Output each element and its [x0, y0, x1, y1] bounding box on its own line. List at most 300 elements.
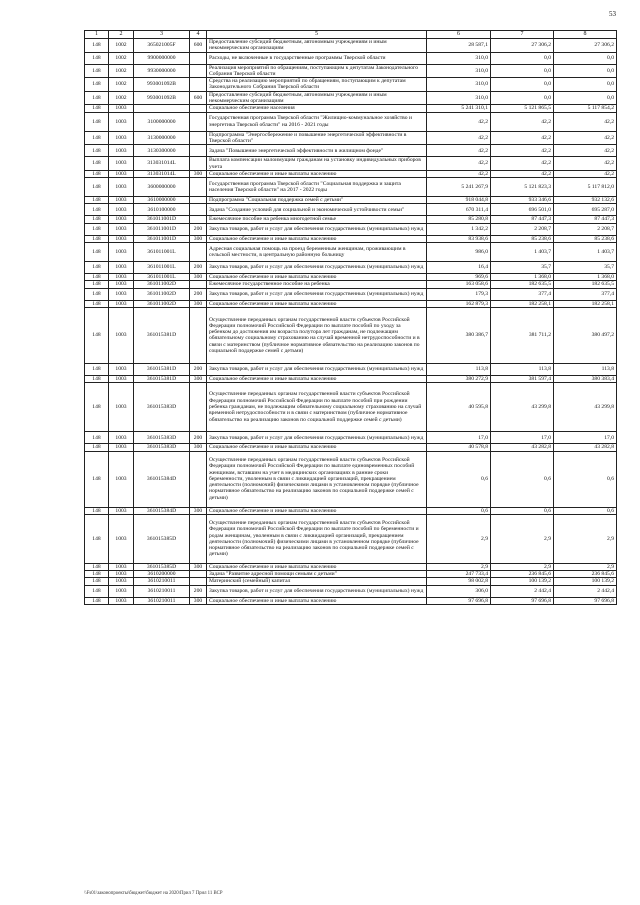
column-header: 8: [554, 31, 617, 39]
amount-2021-cell: 182 258,1: [491, 300, 554, 307]
table-body: [85, 31, 617, 605]
ministry-code-cell: 148: [85, 204, 109, 216]
amount-2020-cell: 380 386,7: [427, 307, 491, 363]
amount-2022-cell: 0,0: [554, 52, 617, 64]
amount-2020-cell: 2,9: [427, 514, 491, 563]
description-cell: Задача "Повышение энергетической эффективности в жилищном фонде": [207, 145, 427, 157]
ministry-code-cell: 148: [85, 78, 109, 92]
expense-type-cell: 200: [190, 223, 207, 235]
description-cell: Закупка товаров, работ и услуг для обеспечения государственных (муниципальных) нужд: [207, 288, 427, 300]
description-cell: Предоставление субсидий бюджетным, автономным учреждениям и иным некоммерческим организациям: [207, 39, 427, 53]
amount-2022-cell: 17,0: [554, 432, 617, 444]
ministry-code-cell: 148: [85, 597, 109, 604]
table-row: [85, 281, 617, 288]
amount-2021-cell: 2 442,4: [491, 585, 554, 597]
amount-2022-cell: 1 403,7: [554, 243, 617, 262]
amount-2020-cell: 42,2: [427, 157, 491, 171]
ministry-code-cell: 148: [85, 39, 109, 53]
table-row: [85, 52, 617, 64]
expense-type-cell: [190, 243, 207, 262]
amount-2020-cell: 42,2: [427, 145, 491, 157]
expense-type-cell: [190, 64, 207, 78]
amount-2021-cell: 381 597,4: [491, 375, 554, 382]
description-cell: Социальное обеспечение и иные выплаты населению: [207, 563, 427, 570]
section-code-cell: 1003: [109, 375, 134, 382]
amount-2020-cell: 0,6: [427, 451, 491, 507]
expense-type-cell: 200: [190, 585, 207, 597]
target-article-cell: 9930000000: [134, 64, 190, 78]
amount-2020-cell: 40 595,8: [427, 383, 491, 432]
amount-2022-cell: 5 117 812,0: [554, 178, 617, 197]
description-cell: Осуществление переданных органам государственной власти субъектов Российской Федерации полномочий Российской Федерации по выплате пособий по беременности и родам женщинам, уволенным в связи с ликвидацией организаций, прекращением деятельности (полномочий) физическими лицами в установленном порядке (публичное нормативное обязательство на реализацию законов по социальной поддержке семей с детьми): [207, 514, 427, 563]
amount-2021-cell: 43 282,8: [491, 444, 554, 451]
amount-2020-cell: 42,2: [427, 170, 491, 177]
expense-type-cell: [190, 145, 207, 157]
amount-2022-cell: 182 258,1: [554, 300, 617, 307]
target-article-cell: 361015385D: [134, 514, 190, 563]
section-code-cell: 1003: [109, 274, 134, 281]
amount-2022-cell: 2,9: [554, 514, 617, 563]
amount-2022-cell: 5 117 854,2: [554, 105, 617, 112]
target-article-cell: 361015381D: [134, 363, 190, 375]
table-row: [85, 307, 617, 363]
amount-2021-cell: 1 368,0: [491, 274, 554, 281]
ministry-code-cell: 148: [85, 262, 109, 274]
description-cell: Закупка товаров, работ и услуг для обеспечения государственных (муниципальных) нужд: [207, 432, 427, 444]
expense-type-cell: [190, 131, 207, 145]
description-cell: Государственная программа Тверской области "Социальная поддержка и защита населения Тверской области" на 2017 - 2022 годы: [207, 178, 427, 197]
table-row: [85, 597, 617, 604]
expense-type-cell: [190, 514, 207, 563]
amount-2020-cell: 97 696,8: [427, 597, 491, 604]
target-article-cell: 361011002D: [134, 288, 190, 300]
table-row: [85, 451, 617, 507]
target-article-cell: 361015384D: [134, 451, 190, 507]
amount-2021-cell: 0,6: [491, 507, 554, 514]
amount-2020-cell: 1 342,2: [427, 223, 491, 235]
table-row: [85, 444, 617, 451]
amount-2022-cell: 380 497,2: [554, 307, 617, 363]
expense-type-cell: [190, 571, 207, 578]
expense-type-cell: [190, 307, 207, 363]
description-cell: Социальное обеспечение и иные выплаты населению: [207, 375, 427, 382]
amount-2021-cell: 5 121 823,3: [491, 178, 554, 197]
amount-2022-cell: 377,4: [554, 288, 617, 300]
amount-2021-cell: 0,0: [491, 64, 554, 78]
amount-2022-cell: 43 282,8: [554, 444, 617, 451]
amount-2022-cell: 0,0: [554, 64, 617, 78]
amount-2022-cell: 42,2: [554, 112, 617, 131]
amount-2022-cell: 182 635,5: [554, 281, 617, 288]
amount-2021-cell: 113,8: [491, 363, 554, 375]
table-row: [85, 243, 617, 262]
amount-2022-cell: 236 845,6: [554, 571, 617, 578]
description-cell: Социальное обеспечение и иные выплаты населению: [207, 444, 427, 451]
amount-2020-cell: 83 938,6: [427, 235, 491, 242]
description-cell: Реализация мероприятий по обращениям, поступающим к депутатам Законодательного Собрания Тверской области: [207, 64, 427, 78]
table-row: [85, 145, 617, 157]
table-row: [85, 288, 617, 300]
ministry-code-cell: 148: [85, 507, 109, 514]
ministry-code-cell: 148: [85, 363, 109, 375]
section-code-cell: 1003: [109, 223, 134, 235]
amount-2021-cell: 27 306,2: [491, 39, 554, 53]
target-article-cell: 361011001D: [134, 223, 190, 235]
expense-type-cell: [190, 383, 207, 432]
amount-2021-cell: 42,2: [491, 157, 554, 171]
ministry-code-cell: 148: [85, 216, 109, 223]
amount-2022-cell: 42,2: [554, 131, 617, 145]
target-article-cell: 361011001L: [134, 262, 190, 274]
amount-2020-cell: 310,0: [427, 52, 491, 64]
amount-2020-cell: 5 241 310,1: [427, 105, 491, 112]
section-code-cell: 1003: [109, 243, 134, 262]
description-cell: Закупка товаров, работ и услуг для обеспечения государственных (муниципальных) нужд: [207, 585, 427, 597]
ministry-code-cell: 148: [85, 383, 109, 432]
amount-2022-cell: 932 132,6: [554, 197, 617, 204]
section-code-cell: 1003: [109, 204, 134, 216]
amount-2021-cell: 933 346,6: [491, 197, 554, 204]
table-row: [85, 105, 617, 112]
section-code-cell: 1003: [109, 216, 134, 223]
target-article-cell: 361011002D: [134, 281, 190, 288]
expense-type-cell: 200: [190, 262, 207, 274]
table-row: [85, 197, 617, 204]
description-cell: Социальное обеспечение и иные выплаты населению: [207, 274, 427, 281]
section-code-cell: 1003: [109, 145, 134, 157]
column-header: 7: [491, 31, 554, 39]
amount-2020-cell: 16,4: [427, 262, 491, 274]
section-code-cell: 1002: [109, 39, 134, 53]
ministry-code-cell: 148: [85, 585, 109, 597]
page-number: 53: [609, 10, 616, 18]
description-cell: Расходы, не включенные в государственные программы Тверской области: [207, 52, 427, 64]
description-cell: Адресная социальная помощь на проезд беременным женщинам, проживающим в сельской местности, в центральную районную больницу: [207, 243, 427, 262]
ministry-code-cell: 148: [85, 157, 109, 171]
section-code-cell: 1003: [109, 432, 134, 444]
table-row: [85, 78, 617, 92]
description-cell: Государственная программа Тверской области "Жилищно-коммунальное хозяйство и энергетика Тверской области" на 2016 - 2021 годы: [207, 112, 427, 131]
amount-2021-cell: 2 208,7: [491, 223, 554, 235]
target-article-cell: 361011001L: [134, 274, 190, 281]
table-row: [85, 571, 617, 578]
amount-2022-cell: 97 696,8: [554, 597, 617, 604]
table-row: [85, 585, 617, 597]
target-article-cell: 361015383D: [134, 383, 190, 432]
amount-2022-cell: 0,6: [554, 507, 617, 514]
amount-2020-cell: 5 241 267,9: [427, 178, 491, 197]
target-article-cell: 313031014L: [134, 170, 190, 177]
table-row: [85, 514, 617, 563]
amount-2021-cell: 42,2: [491, 112, 554, 131]
ministry-code-cell: 148: [85, 578, 109, 585]
table-row: [85, 578, 617, 585]
amount-2020-cell: 247 733,4: [427, 571, 491, 578]
amount-2020-cell: 42,2: [427, 131, 491, 145]
section-code-cell: 1003: [109, 105, 134, 112]
amount-2022-cell: 0,6: [554, 451, 617, 507]
ministry-code-cell: 148: [85, 105, 109, 112]
section-code-cell: 1003: [109, 597, 134, 604]
amount-2022-cell: 2,9: [554, 563, 617, 570]
target-article-cell: 361015381D: [134, 307, 190, 363]
amount-2020-cell: 310,0: [427, 91, 491, 105]
table-row: [85, 363, 617, 375]
section-code-cell: 1003: [109, 514, 134, 563]
section-code-cell: 1003: [109, 262, 134, 274]
ministry-code-cell: 148: [85, 571, 109, 578]
description-cell: Социальное обеспечение и иные выплаты населению: [207, 507, 427, 514]
amount-2022-cell: 380 383,4: [554, 375, 617, 382]
target-article-cell: 3610210011: [134, 597, 190, 604]
amount-2022-cell: 42,2: [554, 145, 617, 157]
target-article-cell: 3130300000: [134, 145, 190, 157]
description-cell: Закупка товаров, работ и услуг для обеспечения государственных (муниципальных) нужд: [207, 223, 427, 235]
ministry-code-cell: 148: [85, 274, 109, 281]
target-article-cell: 361015383D: [134, 432, 190, 444]
amount-2020-cell: 310,0: [427, 78, 491, 92]
ministry-code-cell: 148: [85, 514, 109, 563]
ministry-code-cell: 148: [85, 563, 109, 570]
amount-2022-cell: 43 299,8: [554, 383, 617, 432]
section-code-cell: 1003: [109, 444, 134, 451]
expense-type-cell: 300: [190, 507, 207, 514]
amount-2021-cell: 42,2: [491, 131, 554, 145]
target-article-cell: 361015381D: [134, 375, 190, 382]
description-cell: Социальное обеспечение и иные выплаты населению: [207, 170, 427, 177]
expense-type-cell: [190, 105, 207, 112]
expense-type-cell: 300: [190, 444, 207, 451]
section-code-cell: 1003: [109, 281, 134, 288]
amount-2022-cell: 2 442,4: [554, 585, 617, 597]
amount-2021-cell: 35,7: [491, 262, 554, 274]
header-row: [85, 31, 617, 39]
target-article-cell: 9900000000: [134, 52, 190, 64]
target-article-cell: [134, 105, 190, 112]
amount-2020-cell: 113,8: [427, 363, 491, 375]
expense-type-cell: [190, 52, 207, 64]
ministry-code-cell: 148: [85, 52, 109, 64]
section-code-cell: 1003: [109, 178, 134, 197]
section-code-cell: 1003: [109, 363, 134, 375]
amount-2021-cell: 5 121 865,5: [491, 105, 554, 112]
table-row: [85, 375, 617, 382]
amount-2020-cell: 2,9: [427, 563, 491, 570]
amount-2021-cell: 0,0: [491, 52, 554, 64]
target-article-cell: 3610210011: [134, 578, 190, 585]
ministry-code-cell: 148: [85, 281, 109, 288]
ministry-code-cell: 148: [85, 300, 109, 307]
ministry-code-cell: 148: [85, 178, 109, 197]
description-cell: Социальное обеспечение и иные выплаты населению: [207, 235, 427, 242]
amount-2020-cell: 380 272,9: [427, 375, 491, 382]
amount-2022-cell: 42,2: [554, 157, 617, 171]
table-row: [85, 262, 617, 274]
target-article-cell: 993001092B: [134, 91, 190, 105]
amount-2020-cell: 969,6: [427, 274, 491, 281]
table-row: [85, 300, 617, 307]
amount-2020-cell: 98 002,8: [427, 578, 491, 585]
section-code-cell: 1003: [109, 383, 134, 432]
target-article-cell: 361011001D: [134, 216, 190, 223]
section-code-cell: 1003: [109, 131, 134, 145]
description-cell: Выплата компенсации малоимущим гражданам на установку индивидуальных приборов учета: [207, 157, 427, 171]
section-code-cell: 1003: [109, 170, 134, 177]
description-cell: Подпрограмма "Социальная поддержка семей с детьми": [207, 197, 427, 204]
expense-type-cell: [190, 204, 207, 216]
column-header: 3: [134, 31, 190, 39]
table-row: [85, 507, 617, 514]
section-code-cell: 1003: [109, 571, 134, 578]
amount-2022-cell: 100 139,2: [554, 578, 617, 585]
amount-2021-cell: 696 501,0: [491, 204, 554, 216]
ministry-code-cell: 148: [85, 223, 109, 235]
column-header: 1: [85, 31, 109, 39]
amount-2021-cell: 2,9: [491, 563, 554, 570]
description-cell: Ежемесячное государственное пособие на ребенка: [207, 281, 427, 288]
ministry-code-cell: 148: [85, 288, 109, 300]
target-article-cell: 361015383D: [134, 444, 190, 451]
amount-2021-cell: 2,9: [491, 514, 554, 563]
amount-2021-cell: 87 447,3: [491, 216, 554, 223]
target-article-cell: 3130000000: [134, 131, 190, 145]
target-article-cell: 3610000000: [134, 197, 190, 204]
table-row: [85, 39, 617, 53]
section-code-cell: 1002: [109, 78, 134, 92]
expense-type-cell: 300: [190, 300, 207, 307]
amount-2022-cell: 113,8: [554, 363, 617, 375]
section-code-cell: 1003: [109, 157, 134, 171]
section-code-cell: 1003: [109, 197, 134, 204]
budget-table: [84, 30, 617, 605]
target-article-cell: 361015384D: [134, 507, 190, 514]
amount-2021-cell: 0,6: [491, 451, 554, 507]
ministry-code-cell: 148: [85, 444, 109, 451]
amount-2022-cell: 42,2: [554, 170, 617, 177]
amount-2020-cell: 179,3: [427, 288, 491, 300]
description-cell: Задача "Развитие адресной помощи семьям с детьми": [207, 571, 427, 578]
ministry-code-cell: 148: [85, 375, 109, 382]
ministry-code-cell: 148: [85, 131, 109, 145]
table-row: [85, 223, 617, 235]
target-article-cell: 3610200000: [134, 571, 190, 578]
amount-2020-cell: 28 587,1: [427, 39, 491, 53]
section-code-cell: 1003: [109, 112, 134, 131]
amount-2021-cell: 0,0: [491, 78, 554, 92]
amount-2020-cell: 0,6: [427, 507, 491, 514]
description-cell: Средства на реализацию мероприятий по обращениям, поступающим к депутатам Законодательного Собрания Тверской области: [207, 78, 427, 92]
target-article-cell: 3610210011: [134, 585, 190, 597]
table-row: [85, 274, 617, 281]
amount-2020-cell: 162 879,3: [427, 300, 491, 307]
table-row: [85, 112, 617, 131]
amount-2021-cell: 85 238,6: [491, 235, 554, 242]
column-header: 5: [207, 31, 427, 39]
expense-type-cell: 200: [190, 363, 207, 375]
amount-2022-cell: 35,7: [554, 262, 617, 274]
ministry-code-cell: 148: [85, 243, 109, 262]
amount-2020-cell: 918 044,8: [427, 197, 491, 204]
amount-2021-cell: 43 299,8: [491, 383, 554, 432]
section-code-cell: 1003: [109, 578, 134, 585]
amount-2020-cell: 17,0: [427, 432, 491, 444]
amount-2020-cell: 986,0: [427, 243, 491, 262]
section-code-cell: 1002: [109, 52, 134, 64]
description-cell: Социальное обеспечение и иные выплаты населению: [207, 300, 427, 307]
expense-type-cell: 200: [190, 432, 207, 444]
table-row: [85, 563, 617, 570]
description-cell: Закупка товаров, работ и услуг для обеспечения государственных (муниципальных) нужд: [207, 363, 427, 375]
section-code-cell: 1003: [109, 563, 134, 570]
expense-type-cell: [190, 578, 207, 585]
amount-2021-cell: 97 696,8: [491, 597, 554, 604]
expense-type-cell: [190, 281, 207, 288]
expense-type-cell: 300: [190, 597, 207, 604]
expense-type-cell: [190, 216, 207, 223]
amount-2022-cell: 1 368,0: [554, 274, 617, 281]
description-cell: Задача "Создание условий для социальной и экономической устойчивости семьи": [207, 204, 427, 216]
file-path-footer: \\Fs01\законопроекты\бюджет\бюджет на 2020\Прил 7 Прил 11 ВСР: [84, 891, 223, 896]
amount-2021-cell: 17,0: [491, 432, 554, 444]
amount-2021-cell: 236 845,6: [491, 571, 554, 578]
target-article-cell: 361011001L: [134, 243, 190, 262]
description-cell: Осуществление переданных органам государственной власти субъектов Российской Федерации полномочий Российской Федерации по выплате пособий при рождении ребенка гражданам, не подлежащим обязательному социальному страхованию на случай временной нетрудоспособности и в связи с материнством (публичное нормативное обязательство на реализацию законов по социальной поддержке семей с детьми): [207, 383, 427, 432]
ministry-code-cell: 148: [85, 64, 109, 78]
description-cell: Социальное обеспечение населения: [207, 105, 427, 112]
ministry-code-cell: 148: [85, 170, 109, 177]
amount-2022-cell: 27 306,2: [554, 39, 617, 53]
section-code-cell: 1003: [109, 300, 134, 307]
table-row: [85, 432, 617, 444]
target-article-cell: 3600000000: [134, 178, 190, 197]
amount-2021-cell: 1 403,7: [491, 243, 554, 262]
table-row: [85, 157, 617, 171]
amount-2022-cell: 2 208,7: [554, 223, 617, 235]
target-article-cell: 361011001D: [134, 235, 190, 242]
table-row: [85, 235, 617, 242]
target-article-cell: 993001092B: [134, 78, 190, 92]
table-row: [85, 204, 617, 216]
amount-2020-cell: 310,0: [427, 64, 491, 78]
target-article-cell: 361015385D: [134, 563, 190, 570]
amount-2021-cell: 0,0: [491, 91, 554, 105]
column-header: 4: [190, 31, 207, 39]
amount-2021-cell: 377,4: [491, 288, 554, 300]
ministry-code-cell: 148: [85, 91, 109, 105]
amount-2020-cell: 306,0: [427, 585, 491, 597]
amount-2020-cell: 670 311,4: [427, 204, 491, 216]
description-cell: Материнский (семейный) капитал: [207, 578, 427, 585]
amount-2022-cell: 0,0: [554, 78, 617, 92]
amount-2022-cell: 695 287,0: [554, 204, 617, 216]
target-article-cell: 3100000000: [134, 112, 190, 131]
ministry-code-cell: 148: [85, 451, 109, 507]
section-code-cell: 1002: [109, 64, 134, 78]
section-code-cell: 1003: [109, 307, 134, 363]
amount-2022-cell: 0,0: [554, 91, 617, 105]
ministry-code-cell: 148: [85, 197, 109, 204]
expense-type-cell: 300: [190, 563, 207, 570]
table-row: [85, 170, 617, 177]
description-cell: Закупка товаров, работ и услуг для обеспечения государственных (муниципальных) нужд: [207, 262, 427, 274]
target-article-cell: 361011002D: [134, 300, 190, 307]
target-article-cell: 313031014L: [134, 157, 190, 171]
description-cell: Осуществление переданных органам государственной власти субъектов Российской Федерации полномочий Российской Федерации по выплате пособий по уходу за ребенком до достижения им возраста полутора лет гражданам, не подлежащим обязательному социальному страхованию на случай временной нетрудоспособности и в связи с материнством (публичное нормативное обязательство на реализацию законов по социальной поддержке семей с детьми): [207, 307, 427, 363]
expense-type-cell: [190, 178, 207, 197]
description-cell: Предоставление субсидий бюджетным, автономным учреждениям и иным некоммерческим организациям: [207, 91, 427, 105]
amount-2022-cell: 87 447,3: [554, 216, 617, 223]
amount-2021-cell: 381 711,2: [491, 307, 554, 363]
